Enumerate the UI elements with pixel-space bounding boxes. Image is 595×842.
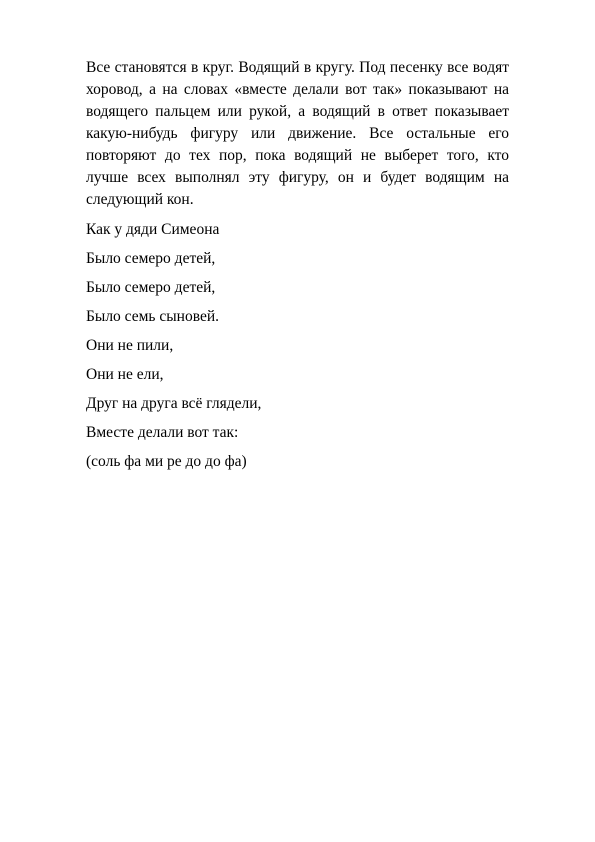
page-content (86, 57, 509, 476)
verse-line-2: Было семеро детей, (86, 250, 216, 267)
verse-line-1: Как у дяди Симеона (86, 221, 220, 238)
verse-line-6: Они не ели, (86, 366, 164, 383)
verse-line-3: Было семеро детей, (86, 279, 216, 296)
verse-line-4: Было семь сыновей. (86, 308, 219, 325)
verse-line-8: Вместе делали вот так: (86, 424, 239, 441)
intro-paragraph: Все становятся в круг. Водящий в кругу. Под песенку все водят хоровод, а на словах «вместе делали вот так» показывают на водящего пальцем или рукой, а водящий в ответ показывает какую-нибудь фигуру или движение. Все остальные его повторяют до тех пор, пока водящий не выберет того, кто лучше всех выполнял эту фигуру, он и будет водящим на следующий кон. (86, 59, 509, 208)
verse-line-9: (соль фа ми ре до до фа) (86, 453, 247, 470)
verse-line-5: Они не пили, (86, 337, 174, 354)
song-verses (86, 215, 509, 476)
verse-line-7: Друг на друга всё глядели, (86, 395, 262, 412)
